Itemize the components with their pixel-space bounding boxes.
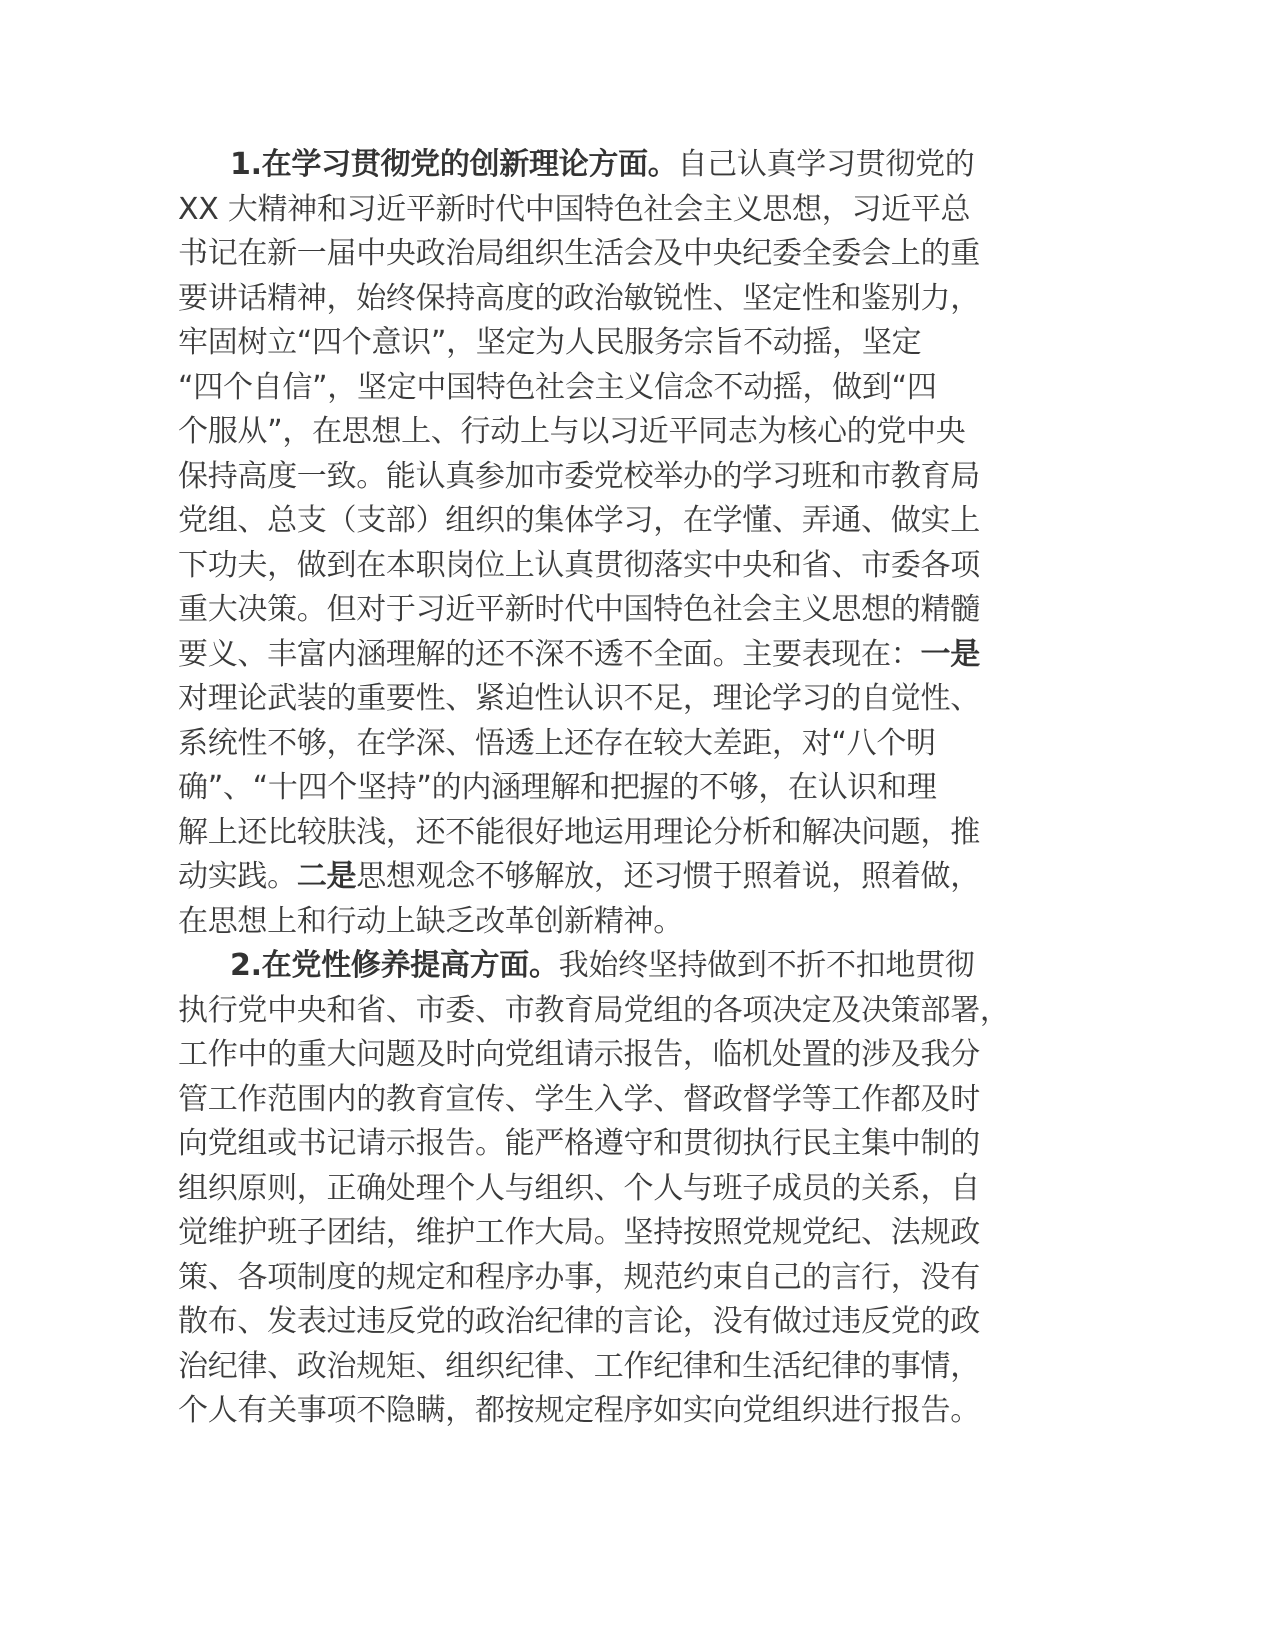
text-line: 确”、“十四个坚持”的内涵理解和把握的不够，在认识和理: [178, 770, 937, 805]
section-heading-2: 2.在党性修养提高方面。: [230, 948, 559, 983]
text-line: 执行党中央和省、市委、市教育局党组的各项决定及决策部署，: [178, 992, 1010, 1028]
text-line: XX 大精神和习近平新时代中国特色社会主义思想，习近平总: [178, 191, 971, 227]
text-line: 解上还比较肤浅，还不能很好地运用理论分析和解决问题，推: [178, 814, 980, 850]
paragraph-2: [178, 944, 1058, 1434]
text-line: [178, 855, 1058, 900]
text-line: 治纪律、政治规矩、组织纪律、工作纪律和生活纪律的事情，: [178, 1348, 980, 1384]
text-line: [178, 944, 1058, 989]
text-line: 重大决策。但对于习近平新时代中国特色社会主义思想的精髓: [178, 592, 980, 627]
text-run: 动实践。: [178, 859, 297, 894]
text-line: 牢固树立“四个意识”，坚定为人民服务宗旨不动摇，坚定: [178, 325, 922, 360]
text-line: 对理论武装的重要性、紧迫性认识不足，理论学习的自觉性、: [178, 681, 980, 716]
text-line: 保持高度一致。能认真参加市委党校举办的学习班和市教育局: [178, 458, 980, 494]
text-line: 组织原则，正确处理个人与组织、个人与班子成员的关系，自: [178, 1170, 980, 1206]
text-line: 策、各项制度的规定和程序办事，规范约束自己的言行，没有: [178, 1259, 980, 1295]
text-line: 在思想上和行动上缺乏改革创新精神。: [178, 903, 683, 939]
text-line: “四个自信”，坚定中国特色社会主义信念不动摇，做到“四: [178, 369, 937, 405]
text-line: 个服从”，在思想上、行动上与以习近平同志为核心的党中央: [178, 414, 966, 449]
point-label-first: 一是: [920, 636, 980, 672]
text-line: 管工作范围内的教育宣传、学生入学、督政督学等工作都及时: [178, 1081, 980, 1117]
text-run: 自己认真学习贯彻党的: [677, 147, 975, 182]
text-line: 觉维护班子团结，维护工作大局。坚持按照党规党纪、法规政: [178, 1215, 980, 1250]
text-run: 要义、丰富内涵理解的还不深不透不全面。主要表现在：: [178, 636, 921, 672]
text-line: 书记在新一届中央政治局组织生活会及中央纪委全委会上的重: [178, 236, 980, 271]
text-line: 党组、总支（支部）组织的集体学习，在学懂、弄通、做实上: [178, 503, 980, 538]
section-heading-1: 1.在学习贯彻党的创新理论方面。: [230, 147, 678, 182]
text-run: 我始终坚持做到不折不扣地贯彻: [558, 948, 975, 983]
text-line: 向党组或书记请示报告。能严格遵守和贯彻执行民主集中制的: [178, 1126, 980, 1161]
document-body: [178, 143, 1058, 1434]
text-line: 系统性不够，在学深、悟透上还存在较大差距，对“八个明: [178, 725, 936, 761]
text-line: 散布、发表过违反党的政治纪律的言论，没有做过违反党的政: [178, 1304, 980, 1339]
text-line: 下功夫，做到在本职岗位上认真贯彻落实中央和省、市委各项: [178, 547, 980, 583]
text-line: 要讲话精神，始终保持高度的政治敏锐性、坚定性和鉴别力，: [178, 280, 980, 316]
text-line: [178, 633, 1058, 678]
text-line: [178, 143, 1058, 188]
text-line: 个人有关事项不隐瞒，都按规定程序如实向党组织进行报告。: [178, 1393, 980, 1428]
paragraph-1: [178, 143, 1058, 944]
text-run: 思想观念不够解放，还习惯于照着说，照着做，: [356, 859, 980, 894]
point-label-second: 二是: [296, 859, 357, 894]
text-line: 工作中的重大问题及时向党组请示报告，临机处置的涉及我分: [178, 1037, 980, 1072]
